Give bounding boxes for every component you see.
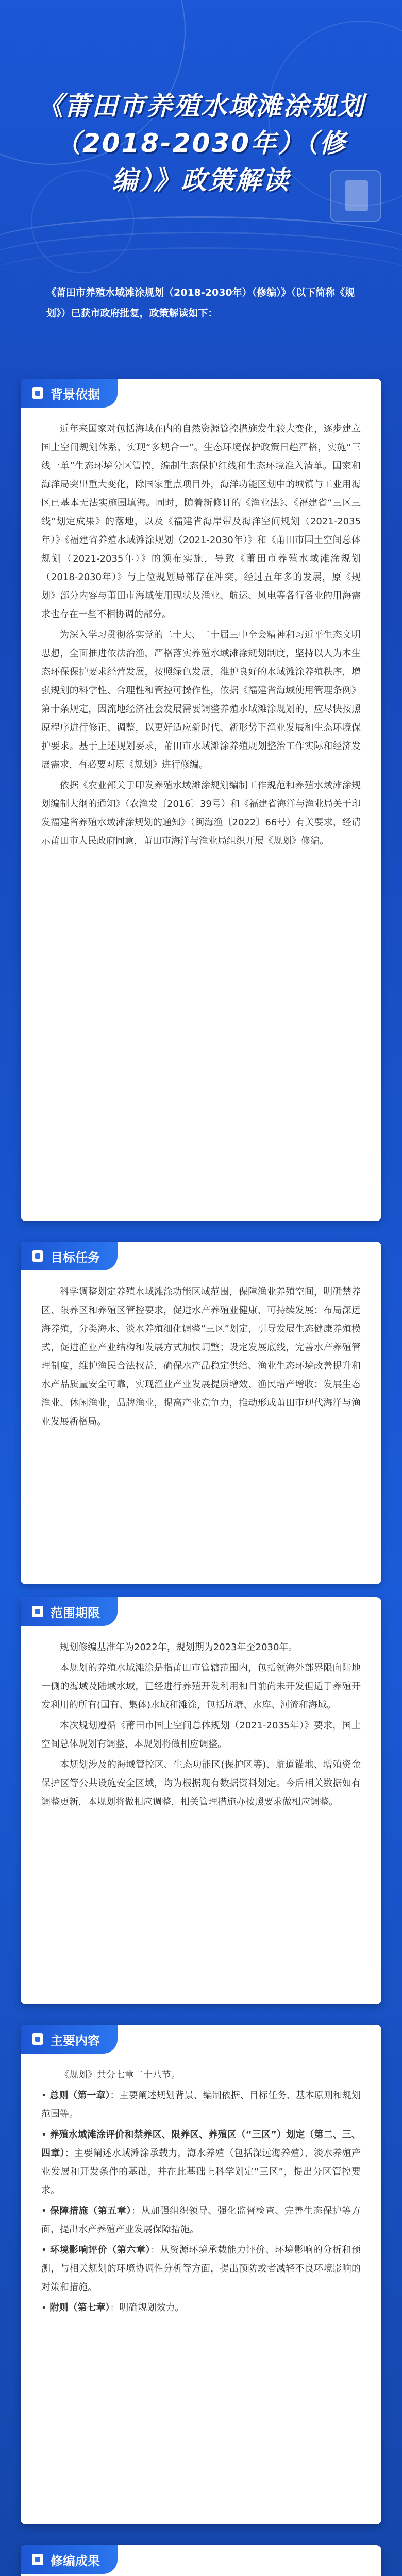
section-period <box>21 1597 381 2004</box>
list-item-label: 总则（第一章） <box>49 2090 110 2101</box>
section-header <box>21 1242 118 1270</box>
section-square-icon <box>32 2033 43 2045</box>
list-item: • 附则（第七章）：明确规划效力。 <box>41 2302 185 2313</box>
paragraph: 科学调整划定养殖水域滩涂功能区域范围，保障渔业养殖空间，明确禁养区、限养区和养殖区管控要求，促进水产养殖业健康、可持续发展；布局深远海养殖，分类海水、淡水养殖细化调整“三区”划定，引导发展生态健康养殖模式，促进渔业产业结构和发展方式加快调整；设定发展底线，完善水产养殖管理制度，维护渔民合法权益，确保水产品稳定供给、渔业生态环境改善提升和水产品质量安全可靠，实现渔业产业发展提质增效、渔民增产增收；发展生态渔业、休闲渔业，品牌渔业，提高产业竞争力，推动形成莆田市现代海洋与渔业发展新格局。 <box>41 1286 361 1427</box>
section-title: 范围期限 <box>51 1605 100 1620</box>
list-item-text: 从资源环境承载能力评价、环境影响的分析和预测，与相关规划的环境协调性分析等方面，提出预防或者减轻不良环境影响的对策和措施。 <box>41 2245 361 2293</box>
list-item-sep: ： <box>110 2090 120 2101</box>
section-header <box>21 1597 118 1626</box>
section-body <box>41 420 361 853</box>
section-results <box>21 2545 381 2576</box>
section-square-icon <box>32 1250 43 1262</box>
intro-text: 《莆田市养殖水域滩涂规划（2018-2030年）（修编）》（以下简称《规划》）已获市政府批复，政策解读如下： <box>46 287 355 319</box>
section-background <box>21 379 381 1221</box>
paragraph: 规划修编基准年为2022年，规划期为2023年至2030年。 <box>60 1642 298 1653</box>
section-header <box>21 379 118 408</box>
paragraph: 本次规划遵循《莆田市国土空间总体规划（2021-2035年）》要求，国土空间总体规划有调整，本规划将做相应调整。 <box>41 1720 361 1750</box>
section-content <box>21 2025 381 2524</box>
section-header <box>21 2025 118 2054</box>
section-body <box>41 1638 361 1814</box>
page-title <box>21 88 381 199</box>
section-square-icon <box>32 387 43 399</box>
list-item-text: 主要阐述水域滩涂承载力，海水养殖（包括深远海养殖）、淡水养殖产业发展和开发条件的基础，并在此基础上科学划定“三区”，提出分区管控要求。 <box>41 2148 361 2196</box>
list-item-sep: ： <box>64 2148 74 2159</box>
list-item-sep: ： <box>131 2206 141 2216</box>
list-item-text: 主要阐述规划背景、编制依据、目标任务、基本原则和规划范围等。 <box>41 2090 361 2120</box>
list-item: • 环境影响评价（第六章）：从资源环境承载能力评价、环境影响的分析和预测，与相关规划的环境协调性分析等方面，提出预防或者减轻不良环境影响的对策和措施。 <box>41 2245 361 2293</box>
section-body <box>41 1283 361 1433</box>
paragraph: 本规划的养殖水域滩涂是指莆田市管辖范围内，包括领海外部界限向陆地一侧的海域及陆域水域，已经进行养殖开发利用和目前尚未开发但适于养殖开发利用的所有(国有、集体)水域和滩涂，包括坑塘、水库、河流和海域。 <box>41 1663 361 1710</box>
section-body <box>41 2066 361 2319</box>
section-goals <box>21 1242 381 1584</box>
section-header <box>21 2545 118 2574</box>
list-item-sep: ： <box>110 2302 120 2313</box>
list-item-text: 从加强组织领导、强化监督检查、完善生态保护等方面，提出水产养殖产业发展保障措施。 <box>41 2206 361 2235</box>
list-item: • 养殖水域滩涂评价和禁养区、限养区、养殖区（“三区”）划定（第二、三、四章）：主要阐述水域滩涂承载力，海水养殖（包括深远海养殖）、淡水养殖产业发展和开发条件的基础，并在此基础上科学划定“三区”，提出分区管控要求。 <box>41 2129 361 2196</box>
list-item: • 保障措施（第五章）：从加强组织领导、强化监督检查、完善生态保护等方面，提出水产养殖产业发展保障措施。 <box>41 2206 361 2235</box>
section-title: 修编成果 <box>51 2553 100 2568</box>
list-item-label: 保障措施（第五章） <box>49 2206 131 2216</box>
title-line: 编）》政策解读 <box>112 165 290 195</box>
title-line: 《莆田市养殖水域滩涂规划 <box>37 91 365 121</box>
section-square-icon <box>32 1606 43 1617</box>
list-item-text: 明确规划效力。 <box>119 2302 185 2313</box>
section-title: 背景依据 <box>51 387 100 402</box>
paragraph: 本规划涉及的海域管控区、生态功能区(保护区等)、航道锚地、增殖资金保护区等公共设施安全区域，均为根据现有数据资料划定。今后相关数据如有调整更新，本规划将做相应调整，相关管理措施办按照要求做相应调整。 <box>41 1759 361 1807</box>
list-item-label: 附则（第七章） <box>49 2302 110 2313</box>
title-line: （2018-2030年）（修 <box>55 128 347 158</box>
section-square-icon <box>32 2554 43 2565</box>
list-item-label: 养殖水域滩涂评价和禁养区、限养区、养殖区（“三区”）划定（第二、三、四章） <box>41 2129 361 2159</box>
paragraph: 近年来国家对包括海域在内的自然资源管控措施发生较大变化，逐步建立国土空间规划体系，实现“多规合一”。生态环境保护政策日趋严格，实施“三线一单”生态环境分区管控，编制生态保护红线和生态环境准入清单。国家和海洋局突出重大变化，除国家重点项目外，海洋功能区划中的城镇与工业用海区已基本无法实施围填海。同时，随着新修订的《渔业法》、《福建省“三区三线”划定成果》的落地，以及《福建省海岸带及海洋空间规划（2021-2035年）》《福建省养殖水域滩涂规划（2021-2030年）》和《莆田市国土空间总体规划（2021-2035年）》的领布实施，导致《莆田市养殖水域滩涂规划（2018-2030年）》与上位规划局部存在冲突，经过五年多的发展，原《规划》部分内容与莆田市海域使用现状及渔业、航运、风电等各行各业的用海需求也存在一些不相协调的部分。 <box>41 423 361 620</box>
section-title: 目标任务 <box>51 1250 100 1265</box>
paragraph: 依据《农业部关于印发养殖水域滩涂规划编制工作规范和养殖水域滩涂规划编制大纲的通知》（农渔发〔2016〕39号）和《福建省海洋与渔业局关于印发福建省养殖水域滩涂规划的通知》（闽海渔〔2022〕66号）有关要求，经请示莆田市人民政府同意，莆田市海洋与渔业局组织开展《规划》修编。 <box>41 780 361 846</box>
list-item: • 总则（第一章）：主要阐述规划背景、编制依据、目标任务、基本原则和规划范围等。 <box>41 2090 361 2120</box>
list-item-sep: ： <box>150 2245 160 2256</box>
paragraph: 为深入学习贯彻落实党的二十大、二十届三中全会精神和习近平生态文明思想，全面推进依法治渔，严格落实养殖水域滩涂规划制度，坚持以人为本生态环保保护要求经营发展，按照绿色发展，维护良好的水域滩涂养殖秩序，增强规划的科学性、合理性和管控可操作性，依据《福建省海域使用管理条例》第十条规定，因流地经济社会发展需要调整养殖水域滩涂规划的，应尽快按照原程序进行修正、调整，以更好适应新时代、新形势下渔业发展和生态环境保护要求。基于上述规划要求，莆田市水域滩涂养殖规划整治工作实际和经济发展需求，有必要对原《规划》进行修编。 <box>41 630 361 770</box>
paragraph: 《规划》共分七章二十八节。 <box>60 2070 180 2080</box>
list-item-label: 环境影响评价（第六章） <box>49 2245 151 2256</box>
section-title: 主要内容 <box>51 2033 100 2048</box>
